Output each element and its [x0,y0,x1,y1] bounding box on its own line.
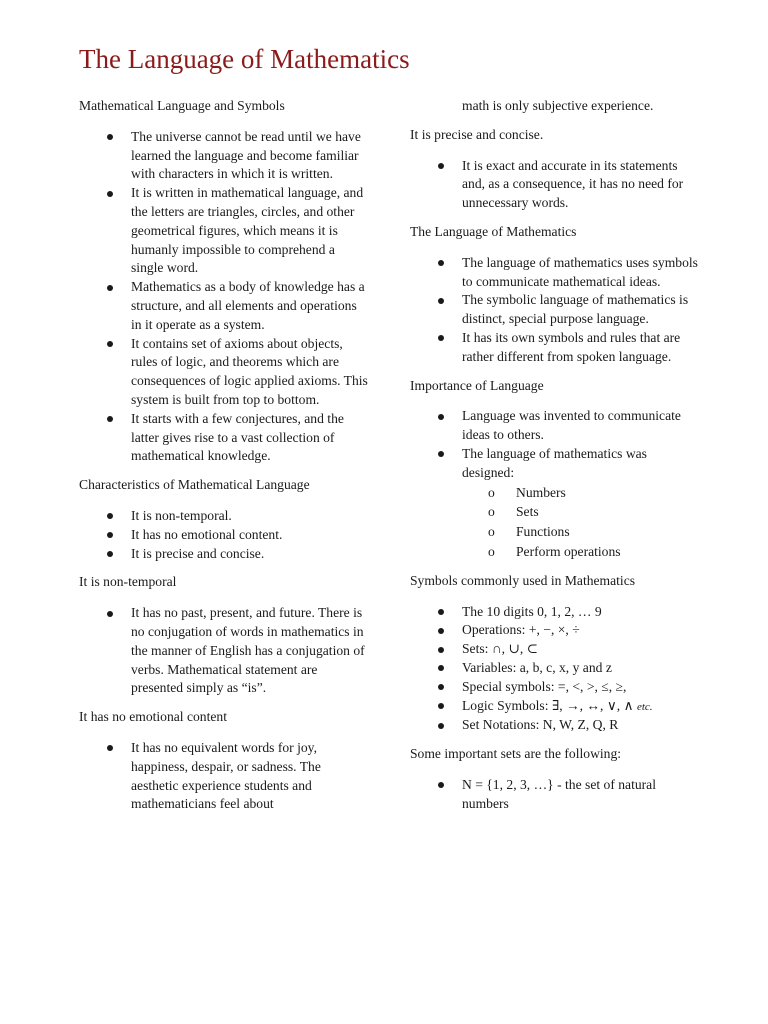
section-heading-importance-of-language: Importance of Language [410,377,544,393]
list-item: It is written in mathematical language, and the letters are triangles, circles, and other geometrical figures, which means it is humanly impossible to comprehend a single word. [79,184,369,278]
bullet-list-important-sets [410,776,700,814]
bullet-list-language-of-math [410,254,700,367]
list-item: The universe cannot be read until we have learned the language and become familiar with characters in which it is written. [79,128,369,184]
sub-list-item: o Functions [462,523,700,542]
list-item: Set Notations: N, W, Z, Q, R [410,716,700,735]
sub-list-item: o Numbers [462,484,700,503]
section-heading-characteristics: Characteristics of Mathematical Language [79,477,310,493]
section-heading-language-of-math: The Language of Mathematics [410,223,577,239]
continued-text: math is only subjective experience. [462,98,654,113]
list-item: N = {1, 2, 3, …} - the set of natural numbers [410,776,700,814]
list-item: It has no past, present, and future. There is no conjugation of words in mathematics in the manner of English has a conjugation of verbs. Mathematical statement are presented simply as “is”. [79,604,369,698]
bullet-list-non-temporal [79,604,369,698]
document-title: The Language of Mathematics [79,44,410,74]
section-heading-important-sets: Some important sets are the following: [410,746,622,762]
sub-list-designed [462,484,700,562]
bullet-list-importance [410,407,700,561]
bullet-list-math-language [79,128,369,466]
list-item: The 10 digits 0, 1, 2, … 9 [410,603,700,622]
right-column [410,97,700,824]
sub-list-item: o Perform operations [462,543,700,562]
list-item: It contains set of axioms about objects, rules of logic, and theorems which are consequences of logic applied axioms. This system is built from top to bottom. [79,335,369,410]
logic-symbols-text: Logic Symbols: ∃, →, ↔, ∨, ∧ [462,697,634,713]
list-item: It is precise and concise. [79,545,369,564]
list-item: It has no equivalent words for joy, happiness, despair, or sadness. The aesthetic experience students and mathematicians feel about [79,739,369,814]
bullet-list-characteristics [79,507,369,563]
list-item: The language of mathematics uses symbols to communicate mathematical ideas. [410,254,700,292]
section-heading-no-emotional-content: It has no emotional content [79,709,227,725]
list-item-text: The language of mathematics was designed: [462,445,647,480]
section-heading-precise-concise: It is precise and concise. [410,126,544,142]
sub-list-item: o Sets [462,503,700,522]
list-item: Language was invented to communicate ideas to others. [410,407,700,445]
list-item: The symbolic language of mathematics is distinct, special purpose language. [410,291,700,329]
list-item: It is non-temporal. [79,507,369,526]
list-item: Mathematics as a body of knowledge has a structure, and all elements and operations in it operate as a system. [79,278,369,334]
etc-text: etc. [636,700,653,713]
bullet-list-no-emotional-content [79,739,369,814]
list-item: It starts with a few conjectures, and the latter gives rise to a vast collection of mathematical knowledge. [79,410,369,466]
bullet-list-symbols [410,603,700,736]
section-heading-symbols: Symbols commonly used in Mathematics [410,572,636,588]
list-item [410,445,700,562]
list-item: Variables: a, b, c, x, y and z [410,659,700,678]
list-item: Operations: +, −, ×, ÷ [410,621,700,640]
section-heading-math-language-symbols: Mathematical Language and Symbols [79,98,285,113]
list-item [410,697,700,717]
section-heading-non-temporal: It is non-temporal [79,574,177,590]
left-column [79,97,369,824]
list-item: It is exact and accurate in its statements and, as a consequence, it has no need for unnecessary words. [410,157,700,213]
list-item: Sets: ∩, ∪, ⊂ [410,640,700,659]
list-item: It has its own symbols and rules that are rather different from spoken language. [410,329,700,367]
list-item: It has no emotional content. [79,526,369,545]
bullet-list-precise-concise [410,157,700,213]
list-item: Special symbols: =, <, >, ≤, ≥, [410,678,700,697]
